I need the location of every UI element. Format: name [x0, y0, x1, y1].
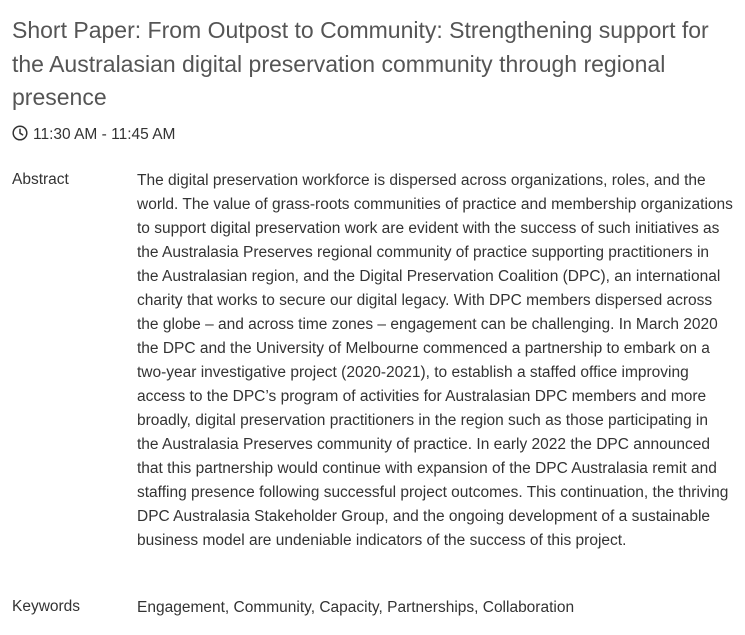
- keywords-label: Keywords: [12, 598, 81, 615]
- abstract-text: The digital preservation workforce is dispersed across organizations, roles, and the world. The value of grass-roots communities of practice and membership organizations to support digital preservation work are evident with the success of such initiatives as the Australasia Preserves regional community of practice supporting practitioners in the Australasian region, and the Digital Preservation Coalition (DPC), an international charity that works to secure our digital legacy. With DPC members dispersed across the globe – and across time zones – engagement can be challenging. In March 2020 the DPC and the University of Melbourne commenced a partnership to embark on a two-year investigative project (2020-2021), to establish a staffed office improving access to the DPC’s program of activities for Australasian DPC members and more broadly, digital preservation practitioners in the region such as those participating in the Australasia Preserves community of practice. In early 2022 the DPC announced that this partnership would continue with expansion of the DPC Australasia remit and staffing presence following successful project outcomes. This continuation, the thriving DPC Australasia Stakeholder Group, and the ongoing development of a sustainable business model are undeniable indicators of the success of this project.: [137, 172, 733, 549]
- keywords-text: Engagement, Community, Capacity, Partnerships, Collaboration: [137, 599, 575, 616]
- clock-icon: [12, 125, 33, 146]
- time-range: 11:30 AM - 11:45 AM: [33, 126, 176, 143]
- abstract-label: Abstract: [12, 171, 69, 188]
- session-time: [12, 125, 175, 145]
- paper-title: Short Paper: From Outpost to Community: Strengthening support for the Australasian digital preservation community through regional presence: [12, 17, 709, 110]
